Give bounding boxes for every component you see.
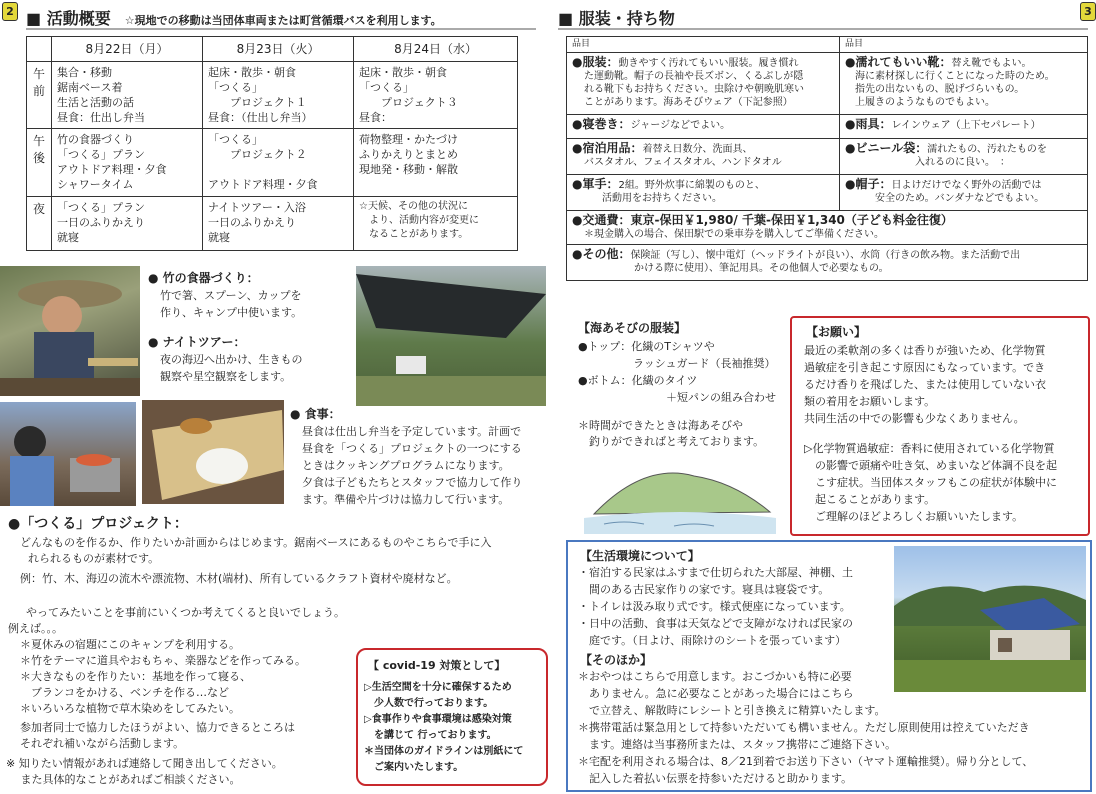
project-cooperation: 参加者同士で協力したほうがよい、協力できるところは それぞれ補いながら活動します。 — [20, 721, 295, 750]
project-title: ●「つくる」プロジェクト： — [8, 516, 188, 532]
item-gloves: ●軍手：2組。野外炊事に綿製のものと、 活動用をお持ちください。 — [567, 175, 840, 211]
items-row — [567, 175, 1088, 211]
project-example: 例：竹、木、海辺の流木や漂流物、木材(端材)、所有しているクラフト資材や廃材など。 — [20, 572, 458, 585]
photo-old-house — [894, 546, 1086, 692]
covid-box — [356, 648, 548, 786]
sea-note: ＊時間ができたときは海あそびや 釣りができればと考えております。 — [578, 419, 765, 448]
other-title: 【そのほか】 — [580, 653, 653, 667]
schedule-day-2: 8月23日（火） — [203, 37, 354, 62]
project-examples-list: ＊夏休みの宿題にこのキャンプを利用する。 ＊竹をテーマに道具やおもちゃ、楽器などを作ってみる。 ＊大きなものを作りたい：基地を作って寝る、 ブランコをかける、ベンチを作る…など ＊いろいろな植物で草木染めをしてみたい。 — [20, 638, 306, 715]
schedule-cell: 「つくる」 プロジェクト２ アウトドア料理・夕食 — [203, 129, 354, 197]
page-number-right: 3 — [1080, 2, 1096, 21]
covid-title: 【 covid-19 対策として】 — [368, 659, 506, 672]
item-clothing: ●服装：動きやすく汚れてもいい服装。履き慣れ た運動靴。帽子の長袖や長ズボン、くるぶしが隠 れる靴下もお持ちください。虫除けや朝晩肌寒い ことがあります。海あそびウェア（下記参照） — [567, 53, 840, 115]
schedule-cell: 「つくる」プラン 一日のふりかえり 就寝 — [52, 197, 203, 251]
title-rule-left — [26, 28, 536, 30]
schedule-cell: 竹の食器づくり 「つくる」プラン アウトドア料理・夕食 シャワータイム — [52, 129, 203, 197]
slot-morning: 午 前 — [27, 62, 52, 129]
photo-tarp-camp — [356, 266, 546, 406]
bamboo-title: ● 竹の食器づくり： — [148, 271, 259, 285]
items-header-col1: 品目 — [567, 37, 840, 53]
item-wet-shoes: ●濡れてもいい靴：替え靴でもよい。 海に素材探しに行くことになった時のため。 指先の出ないもの、脱げづらいもの。 上履きのようなものでもよい。 — [840, 53, 1088, 115]
sea-illustration — [584, 452, 776, 534]
schedule-day-3: 8月24日（水） — [354, 37, 518, 62]
environment-title: 【生活環境について】 — [580, 549, 700, 563]
request-box — [790, 316, 1090, 536]
schedule-row-night — [27, 197, 518, 251]
items-row — [567, 211, 1088, 245]
item-hat: ●帽子：日よけだけでなく野外の活動では 安全のため。バンダナなどでもよい。 — [840, 175, 1088, 211]
item-others: ●その他：保険証（写し）、懐中電灯（ヘッドライトが良い）、水筒（行きの飲み物。また活動で出 かける際に使用）、筆記用具。その他個人で必要なもの。 — [567, 245, 1088, 281]
schedule-cell: ナイトツアー・入浴 一日のふりかえり 就寝 — [203, 197, 354, 251]
schedule-corner — [27, 37, 52, 62]
project-examples-label: 例えば。。。 — [8, 622, 63, 635]
environment-lines: ・宿泊する民家はふすまで仕切られた大部屋、神棚、土 間のある古民家作りの家です。寝具は寝袋です。 ・トイレは汲み取り式です。様式便座になっています。 ・日中の活動、食事は天気などで支障がなければ民家の 庭です。（日よけ、雨除けのシートを張っています） — [578, 566, 853, 647]
schedule-header-row — [27, 37, 518, 62]
sea-lines: ●トップ：化繊のTシャツや ラッシュガード（長袖推奨） ●ボトム：化繊のタイツ ＋短パンの組み合わせ — [578, 340, 776, 404]
items-row — [567, 139, 1088, 175]
items-header-col2: 品目 — [840, 37, 1088, 53]
project-plan: やってみたいことを事前にいくつか考えてくると良いでしょう。 — [26, 606, 345, 619]
items-row — [567, 53, 1088, 115]
schedule-row-afternoon — [27, 129, 518, 197]
schedule-cell: 集合・移動 鋸南ベース着 生活と活動の話 昼食：仕出し弁当 — [52, 62, 203, 129]
items-table — [566, 36, 1088, 281]
clothing-title: ■ 服装・持ち物 — [558, 9, 675, 28]
request-lines: 最近の柔軟剤の多くは香りが強いため、化学物質 過敏症を引き起こす原因にもなっています。でき るだけ香りを飛ばした、または使用していない衣 類の着用をお願いします。 共同生活の中での影響も少なくありません。 — [804, 344, 1046, 425]
item-plastic-bag: ●ビニール袋：濡れたもの、汚れたものを 入れるのに良い。 ： — [840, 139, 1088, 175]
other-lines: ＊おやつはこちらで用意します。おこづかいも特に必要 ありません。急に必要なことがあった場合にはこちら で立替え、解散時にレシートと引き換えに精算いたします。 ＊携帯電話は緊急用として持参いただいても構いません。ただし原則使用は控えていただき ます。連絡は当事務所または、スタッフ携帯にご連絡下さい。 ＊宅配を利用される場合は、8／21到着でお送り下さい（ヤマト運輸推奨）。帰り分として、 記入した着払い伝票を持参いただけると助かります。 — [578, 670, 1034, 785]
item-lodging: ●宿泊用品：着替え日数分、洗面具、 バスタオル、フェイスタオル、ハンドタオル — [567, 139, 840, 175]
items-row — [567, 115, 1088, 139]
project-intro: どんなものを作るか、作りたいか計画からはじめます。鋸南ベースにあるものやこちらで手に入 れられるものが素材です。 — [20, 536, 492, 565]
items-row — [567, 245, 1088, 281]
photo-bamboo-tableware — [142, 400, 284, 504]
schedule-cell: 荷物整理・かたづけ ふりかえりとまとめ 現地発・移動・解散 — [354, 129, 518, 197]
schedule-day-1: 8月22日（月） — [52, 37, 203, 62]
request-sensitivity: ▷化学物質過敏症：香料に使用されている化学物質 の影響で頭痛や吐き気、めまいなど体調不良を起 こす症状。当団体スタッフもこの症状が体験中に 起こることがあります。 ご理解のほどよろしくお願いいたします。 — [804, 442, 1057, 523]
activity-overview-heading: ■ 活動概要 — [26, 9, 111, 28]
request-title: 【お願い】 — [806, 325, 867, 339]
slot-night: 夜 — [27, 197, 52, 251]
photo-outdoor-cooking — [0, 402, 136, 506]
items-header-row — [567, 37, 1088, 53]
schedule-cell: ☆天候、その他の状況に より、活動内容が変更に なることがあります。 — [354, 197, 518, 251]
title-rule-right — [558, 28, 1088, 30]
meal-title: ● 食事： — [290, 407, 341, 421]
covid-lines: ▷生活空間を十分に確保するため 少人数で行っております。 ▷食事作りや食事環境は感染対策 を講じて 行っております。 ＊当団体のガイドラインは別紙にて ご案内いたします。 — [364, 682, 524, 773]
activity-overview-title — [26, 6, 442, 29]
page-number-left: 2 — [2, 2, 18, 21]
schedule-table — [26, 36, 518, 251]
item-pajamas: ●寝巻き：ジャージなどでよい。 — [567, 115, 840, 139]
project-info-note: ※ 知りたい情報があれば連絡して聞き出してください。 また具体的なことがあればご相談ください。 — [6, 757, 283, 786]
night-tour-caption: ● ナイトツアー： 夜の海辺へ出かけ、生きもの 観察や星空観察をします。 — [148, 335, 303, 383]
schedule-cell: 起床・散歩・朝食 「つくる」 プロジェクト３ 昼食： — [354, 62, 518, 129]
sea-title: 【海あそびの服装】 — [578, 321, 687, 335]
schedule-cell: 起床・散歩・朝食 「つくる」 プロジェクト１ 昼食：（仕出し弁当） — [203, 62, 354, 129]
transport-note: ☆現地での移動は当団体車両または町営循環バスを利用します。 — [124, 14, 442, 27]
schedule-row-morning — [27, 62, 518, 129]
photo-bamboo-craft — [0, 266, 140, 396]
bamboo-caption: ● 竹の食器づくり： 竹で箸、スプーン、カップを 作り、キャンプ中使います。 — [148, 271, 303, 319]
slot-afternoon: 午 後 — [27, 129, 52, 197]
meal-caption: ● 食事： 昼食は仕出し弁当を予定しています。計画で 昼食を「つくる」プロジェクトの一つにする ときはクッキングプログラムになります。 夕食は子どもたちとスタッフで協力して作り ます。準備や片づけは協力して行います。 — [290, 407, 523, 506]
night-tour-title: ● ナイトツアー： — [148, 335, 246, 349]
item-rain-gear: ●雨具：レインウェア（上下セパレート） — [840, 115, 1088, 139]
environment-box — [566, 540, 1092, 792]
item-transport: ●交通費：東京-保田￥1,980/ 千葉-保田￥1,340（子ども料金往復） ＊現金購入の場合、保田駅での乗車券を購入してご準備ください。 — [567, 211, 1088, 245]
